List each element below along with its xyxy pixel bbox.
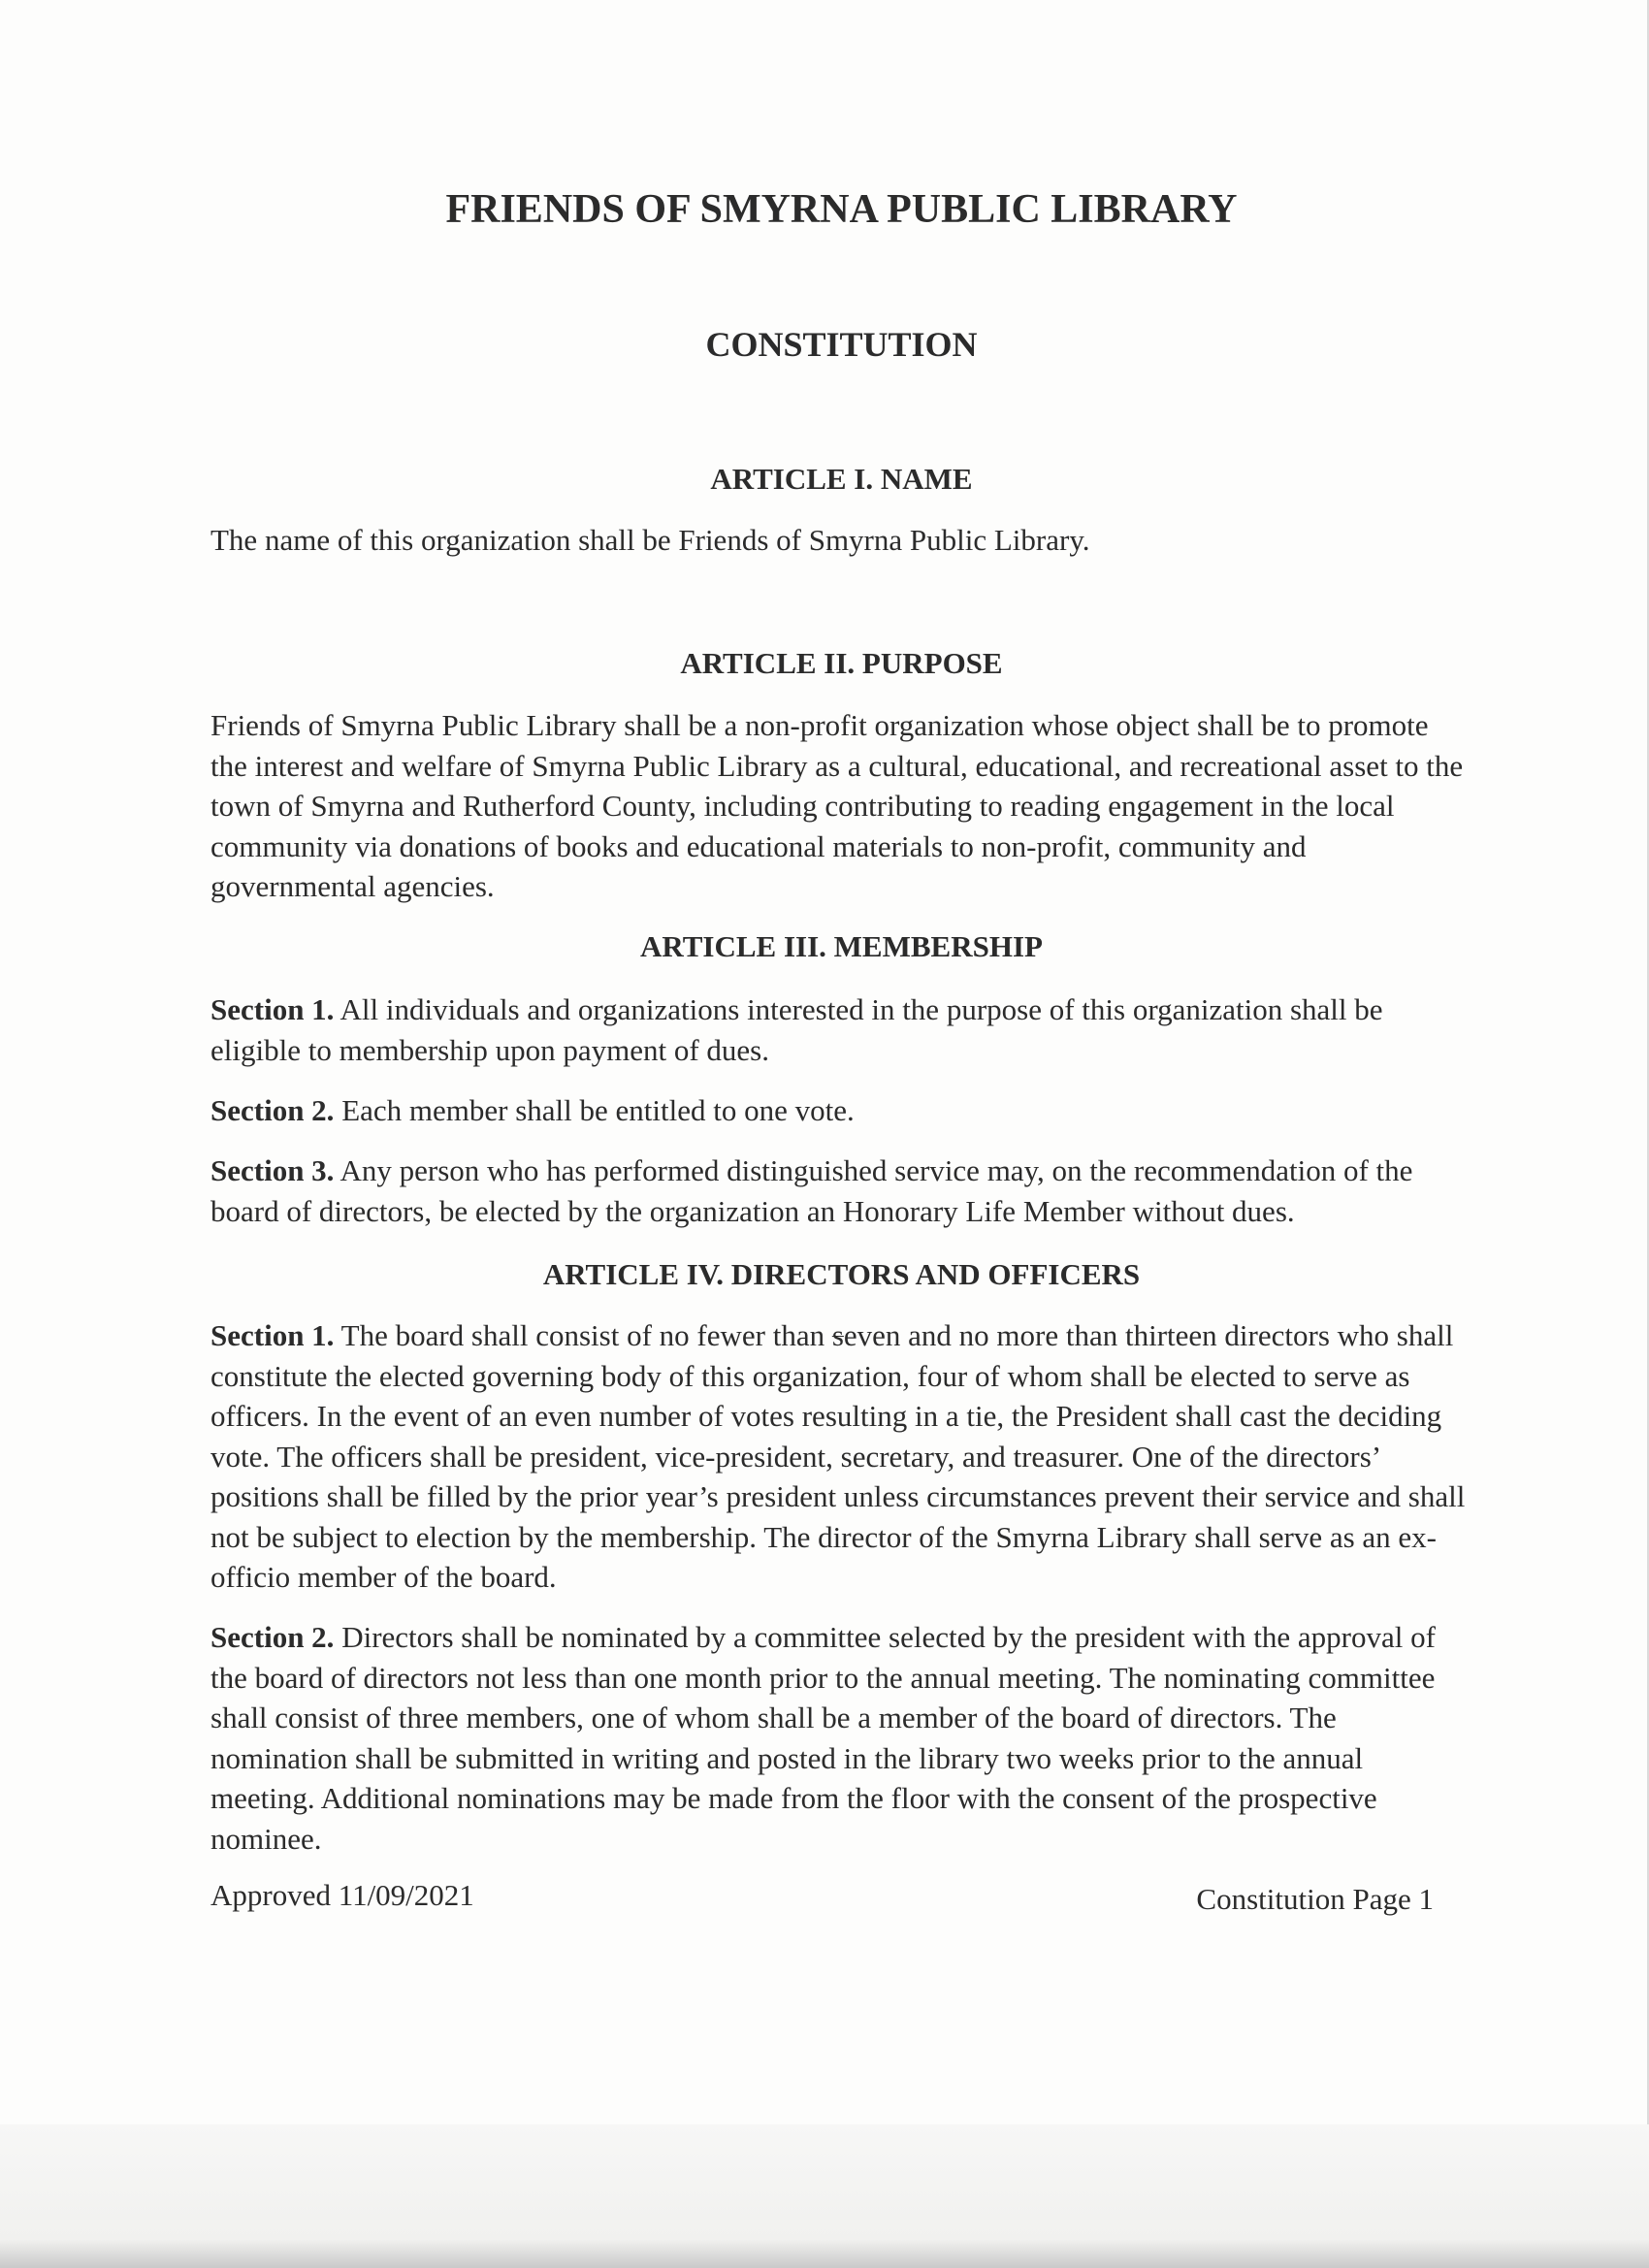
section-label: Section 1. [210, 1318, 335, 1352]
document-subtitle: CONSTITUTION [705, 325, 978, 364]
section-text: Directors shall be nominated by a committee selected by the president with the approval of the board of directors not less than one month prior to the annual meeting. The nominating committee shall consist of three members, one of whom shall be a member of the board of directors. The nomination shall be submitted in writing and posted in the library two weeks prior to the annual meeting. Additional nominations may be made from the floor with the consent of the prospective nominee. [210, 1620, 1436, 1856]
section-text-end: even and no more than thirteen directors who shall constitute the elected governing body of this organization, four of whom shall be elected to serve as officers. In the event of an even number of votes resulting in a tie, the President shall cast the deciding vote. The officers shall be president, vice-president, secretary, and treasurer. One of the directors’ positions shall be filled by the prior year’s president unless circumstances prevent their service and shall not be subject to election by the membership. The director of the Smyrna Library shall serve as an ex-officio member of the board. [210, 1318, 1466, 1594]
article-3-section-1 [210, 989, 1471, 1070]
section-text: Each member shall be entitled to one vote. [341, 1093, 855, 1127]
article-1-text: The name of this organization shall be Friends of Smyrna Public Library. [210, 523, 1090, 557]
approval-date: Approved 11/09/2021 [210, 1878, 474, 1912]
page-number: Constitution Page 1 [1196, 1882, 1434, 1916]
scanner-bed-margin [0, 2124, 1649, 2268]
article-2-text: Friends of Smyrna Public Library shall be a non-profit organization whose object shall be to promote the interest and welfare of Smyrna Public Library as a cultural, educational, and recreational asset to the town of Smyrna and Rutherford County, including contributing to reading engagement in the local community via donations of books and educational materials to non-profit, community and governmental agencies. [210, 708, 1464, 903]
section-text: Any person who has performed distinguished service may, on the recommendation of the board of directors, be elected by the organization an Honorary Life Member without dues. [210, 1153, 1413, 1228]
article-2-heading: ARTICLE II. PURPOSE [680, 646, 1003, 680]
article-3-heading: ARTICLE III. MEMBERSHIP [640, 929, 1043, 963]
section-label: Section 3. [210, 1153, 335, 1187]
article-4-heading: ARTICLE IV. DIRECTORS AND OFFICERS [542, 1257, 1141, 1291]
section-text-start: The board shall consist of no fewer than [340, 1318, 832, 1352]
section-label: Section 1. [210, 992, 335, 1026]
article-1-heading: ARTICLE I. NAME [710, 462, 973, 496]
article-3-section-2 [210, 1090, 1471, 1131]
article-4-section-2 [210, 1617, 1471, 1859]
section-text: All individuals and organizations interested in the purpose of this organization shall be eligible to membership upon payment of dues. [210, 992, 1383, 1067]
article-4-section-1 [210, 1315, 1471, 1598]
struck-letter: s [831, 1318, 844, 1352]
article-3-section-3 [210, 1150, 1471, 1231]
document-title: FRIENDS OF SMYRNA PUBLIC LIBRARY [445, 187, 1238, 232]
section-label: Section 2. [210, 1093, 335, 1127]
section-label: Section 2. [210, 1620, 335, 1654]
